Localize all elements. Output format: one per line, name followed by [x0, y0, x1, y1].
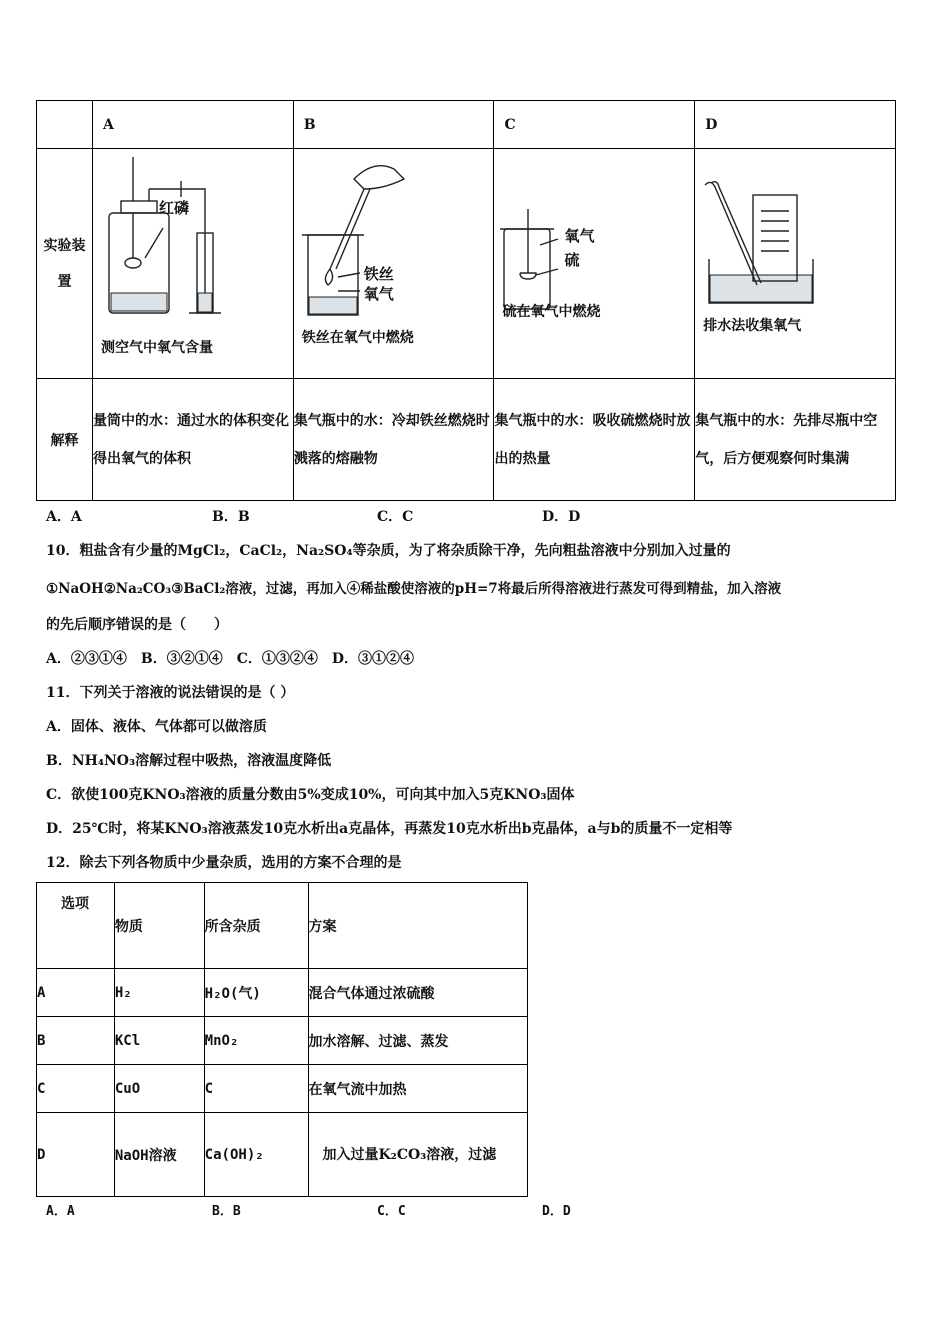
q12-stem: 12．除去下列各物质中少量杂质，选用的方案不合理的是: [46, 855, 402, 871]
table-row: A H₂ H₂O(气) 混合气体通过浓硫酸: [37, 969, 528, 1017]
col-header-plan: 方案: [308, 883, 527, 969]
experiment-table: [36, 100, 896, 501]
q11-stem: 11．下列关于溶液的说法错误的是（ ）: [46, 685, 295, 701]
q9-option-a: A．A: [46, 509, 82, 525]
caption-d: 排水法收集氧气: [703, 318, 802, 334]
label-sulfur: 硫: [564, 251, 580, 269]
q10-line-1: 10．粗盐含有少量的MgCl₂，CaCl₂，Na₂SO₄等杂质，为了将杂质除干净，先向粗盐溶液中分别加入过量的: [46, 543, 731, 559]
caption-a: 测空气中氧气含量: [100, 340, 213, 356]
q9-option-b: B．B: [212, 509, 250, 525]
q11-option-d: D．25℃时，将某KNO₃溶液蒸发10克水析出a克晶体，再蒸发10克水析出b克晶体，a与b的质量不一定相等: [46, 821, 733, 837]
label-iron-wire: 铁丝: [363, 265, 394, 283]
header-c: C: [494, 101, 695, 149]
q12-option-d: D．D: [542, 1204, 571, 1219]
col-header-substance: 物质: [114, 883, 204, 969]
label-oxygen-c: 氧气: [564, 227, 595, 245]
q11-option-a: A．固体、液体、气体都可以做溶质: [46, 719, 267, 735]
q9-option-c: C．C: [377, 509, 414, 525]
caption-b: 铁丝在氧气中燃烧: [301, 330, 414, 346]
table-row: B KCl MnO₂ 加水溶解、过滤、蒸发: [37, 1017, 528, 1065]
q10-line-3: 的先后顺序错误的是（ ）: [46, 617, 228, 633]
phosphorus-apparatus-diagram: [93, 153, 293, 323]
col-header-option: 选项: [37, 883, 115, 969]
q11-option-c: C．欲使100克KNO₃溶液的质量分数由5%变成10%，可向其中加入5克KNO₃固体: [46, 787, 575, 803]
explanation-d: 集气瓶中的水：先排尽瓶中空气，后方便观察何时集满: [695, 379, 896, 501]
col-header-impurity: 所含杂质: [204, 883, 308, 969]
label-oxygen-b: 氧气: [363, 285, 394, 303]
apparatus-c: [494, 149, 695, 379]
apparatus-d: [695, 149, 896, 379]
caption-c: 硫在氧气中燃烧: [502, 304, 601, 320]
q11-option-b: B．NH₄NO₃溶解过程中吸热，溶液温度降低: [46, 753, 332, 769]
q12-option-a: A．A: [46, 1204, 75, 1219]
row-label-explanation: 解释: [37, 379, 93, 501]
table-row: C CuO C 在氧气流中加热: [37, 1065, 528, 1113]
label-red-phosphorus: 红磷: [158, 199, 189, 217]
row-label-apparatus: 实验装置: [37, 149, 93, 379]
q10-options: A．②③①④ B．③②①④ C．①③②④ D．③①②④: [46, 651, 414, 667]
header-b: B: [293, 101, 494, 149]
q12-option-c: C．C: [377, 1204, 406, 1219]
q10-line-2: ①NaOH②Na₂CO₃③BaCl₂溶液，过滤，再加入④稀盐酸使溶液的pH=7将最后所得溶液进行蒸发可得到精盐，加入溶液: [46, 581, 782, 597]
header-a: A: [92, 101, 293, 149]
apparatus-b: [293, 149, 494, 379]
explanation-c: 集气瓶中的水：吸收硫燃烧时放出的热量: [494, 379, 695, 501]
table-row: D NaOH溶液 Ca(OH)₂ 加入过量K₂CO₃溶液，过滤: [37, 1113, 528, 1197]
impurity-table: [36, 882, 528, 1197]
q12-option-b: B．B: [212, 1204, 241, 1219]
q9-option-d: D．D: [542, 509, 581, 525]
header-d: D: [695, 101, 896, 149]
explanation-b: 集气瓶中的水：冷却铁丝燃烧时溅落的熔融物: [293, 379, 494, 501]
apparatus-a: [92, 149, 293, 379]
explanation-a: 量筒中的水：通过水的体积变化得出氧气的体积: [92, 379, 293, 501]
water-displacement-diagram: [695, 175, 895, 305]
